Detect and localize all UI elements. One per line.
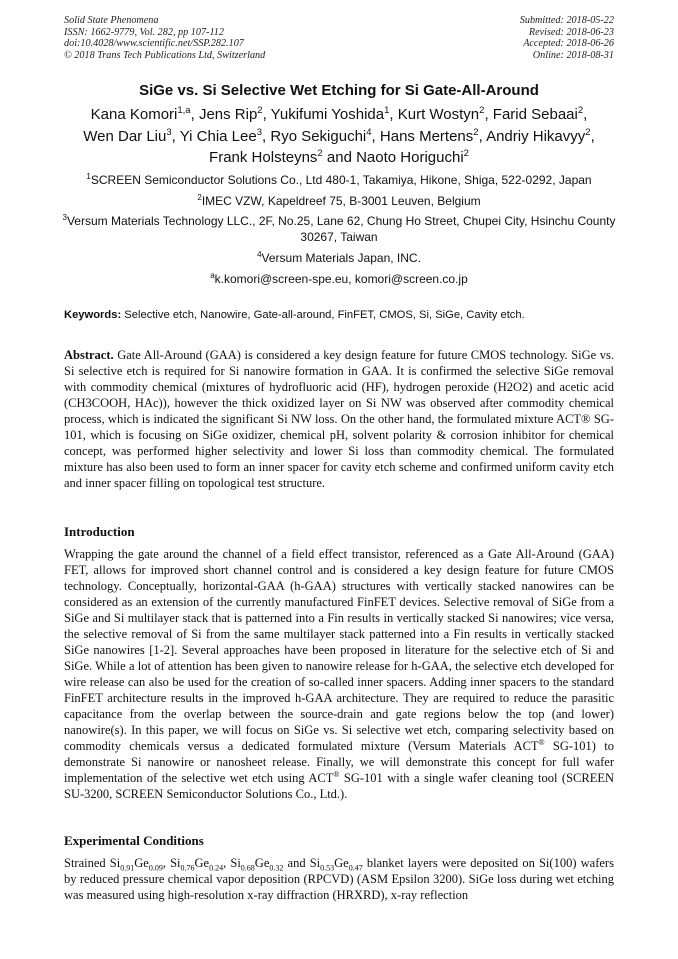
journal-info xyxy=(64,15,265,61)
section-heading-introduction: Introduction xyxy=(64,524,135,539)
author: Hans Mertens$^2$, xyxy=(379,126,487,145)
author: Jens Rip$^2$, xyxy=(198,105,271,123)
author: Frank Holsteyns$^2$ and xyxy=(209,148,357,166)
date-submitted: Submitted: 2018-05-22 xyxy=(519,15,614,26)
journal-issn: ISSN: 1662-9779, Vol. 282, pp 107-112 xyxy=(64,26,224,38)
author: Yi Chia Lee$^3$, xyxy=(179,126,271,145)
author: Kana Komori$^{1,a}$, xyxy=(90,105,199,123)
author: Andriy Hikavyy$^2$, xyxy=(486,126,595,145)
publication-dates xyxy=(520,15,614,61)
author-list xyxy=(50,104,628,169)
affiliation-2: $^2$IMEC VZW, Kapeldreef 75, B-3001 Leuven, Belgium xyxy=(197,193,481,208)
introduction-paragraph: Wrapping the gate around the channel of a field effect transistor, referenced as a Gate All-Around (GAA) FET, allows for improved short channel control and is considered a key design feature for future CMOS technology. Conceptually, horizontal-GAA (h-GAA) structures with vertically stacked nanowires can be considered as an extension of the currently manufactured FinFET devices. Selective removal of SiGe from a SiGe and Si multilayer stack that is patterned into a Fin results in vertically stacked Si nanowires; vice versa, the selective removal of Si from the same multilayer stack patterned into a Fin results in vertically stacked SiGe nanowires [1-2]. Several approaches have been proposed in literature for the selective etch of Si and SiGe. While a lot of attention has been given to nanowire release for h-GAA, the selective etch developed for wire release can also be used for the creation of so-called inner spacers. Adding inner spacers to the standard FinFET architecture results in the improved h-GAA architecture. They are required to reduce the parasitic capacitance from the overlap between the source-drain and gate regions below the top (and lower) nanowire(s). In this paper, we will focus on SiGe vs. Si selective wet etch, comparing selectivity based on commodity chemicals versus a dedicated formulated mixture (Versum Materials ACT® SG-101) to demonstrate Si nanowire or nanosheet release. Finally, we will demonstrate this concept for full wafer implementation of the selective wet etch using ACT® SG-101 with a single wafer cleaning tool (SCREEN SU-3200, SCREEN Semiconductor Solutions Co., Ltd.). xyxy=(64,547,614,801)
author: Naoto Horiguchi$^2$ xyxy=(356,148,469,166)
author: Yukifumi Yoshida$^1$, xyxy=(270,105,398,123)
author: Kurt Wostyn$^2$, xyxy=(397,105,493,123)
author: Wen Dar Liu$^3$, xyxy=(83,126,180,145)
author: Farid Sebaai$^2$, xyxy=(492,105,588,123)
author-email[interactable]: $^a$k.komori@screen-spe.eu, komori@screen.co.jp xyxy=(210,271,468,286)
date-accepted: Accepted: 2018-06-26 xyxy=(523,38,614,50)
date-online: Online: 2018-08-31 xyxy=(532,49,614,61)
journal-copyright: © 2018 Trans Tech Publications Ltd, Switzerland xyxy=(64,49,266,61)
affiliation-1: $^1$SCREEN Semiconductor Solutions Co., Ltd 480-1, Takamiya, Hikone, Shiga, 522-0292, Japan xyxy=(86,172,592,187)
journal-doi[interactable]: doi:10.4028/www.scientific.net/SSP.282.107 xyxy=(64,38,244,50)
affiliation-4: $^4$Versum Materials Japan, INC. xyxy=(257,250,421,265)
experimental-paragraph: Strained $Si_{0.91}Ge_{0.09}$, $Si_{0.76}Ge_{0.24}$, $Si_{0.68}Ge_{0.32}$ and $Si_{0.53}Ge_{0.47}$ blanket layers were deposited on Si(100) wafers by reduced pressure chemical vapor deposition (RPCVD) (ASM Epsilon 3200). SiGe loss during wet etching was measured using high-resolution x-ray diffraction (HRXRD), x-ray reflection xyxy=(64,856,614,902)
date-revised: Revised: 2018-06-23 xyxy=(528,26,614,38)
section-heading-experimental: Experimental Conditions xyxy=(64,833,204,848)
abstract: Abstract. Gate All-Around (GAA) is considered a key design feature for future CMOS technology. SiGe vs. Si selective etch is required for Si nanowire formation in GAA. It is confirmed the selective SiGe removal with commodity chemical (mixtures of hydrofluoric acid (HF), hydrogen peroxide (H2O2) and acetic acid (CH3COOH, HAc)), however the thick oxidized layer on Si NW was observed after commodity chemical process, which is indicated the significant Si NW loss. On the other hand, the formulated mixture ACT® SG-101, which is focusing on SiGe oxidizer, chemical pH, solvent polarity & corrosion inhibitor for chemical concept, was performed higher selectivity and lower Si loss than commodity chemical. The formulated mixture has also been used to form an inner spacer for cavity etch scheme and confirmed uniform cavity etch and inner spacer filling on topological test structure. xyxy=(64,348,614,490)
author: Ryo Sekiguchi$^4$, xyxy=(270,126,380,145)
paper-title: SiGe vs. Si Selective Wet Etching for Si Gate-All-Around xyxy=(139,82,539,99)
keywords: Keywords: Selective etch, Nanowire, Gate-all-around, FinFET, CMOS, Si, SiGe, Cavity etch. xyxy=(64,309,525,321)
affiliation-3: $^3$Versum Materials Technology LLC., 2F, No.25, Lane 62, Chung Ho Street, Chupei City, Hsinchu County 30267, Taiwan xyxy=(62,213,616,244)
journal-name: Solid State Phenomena xyxy=(64,15,159,26)
